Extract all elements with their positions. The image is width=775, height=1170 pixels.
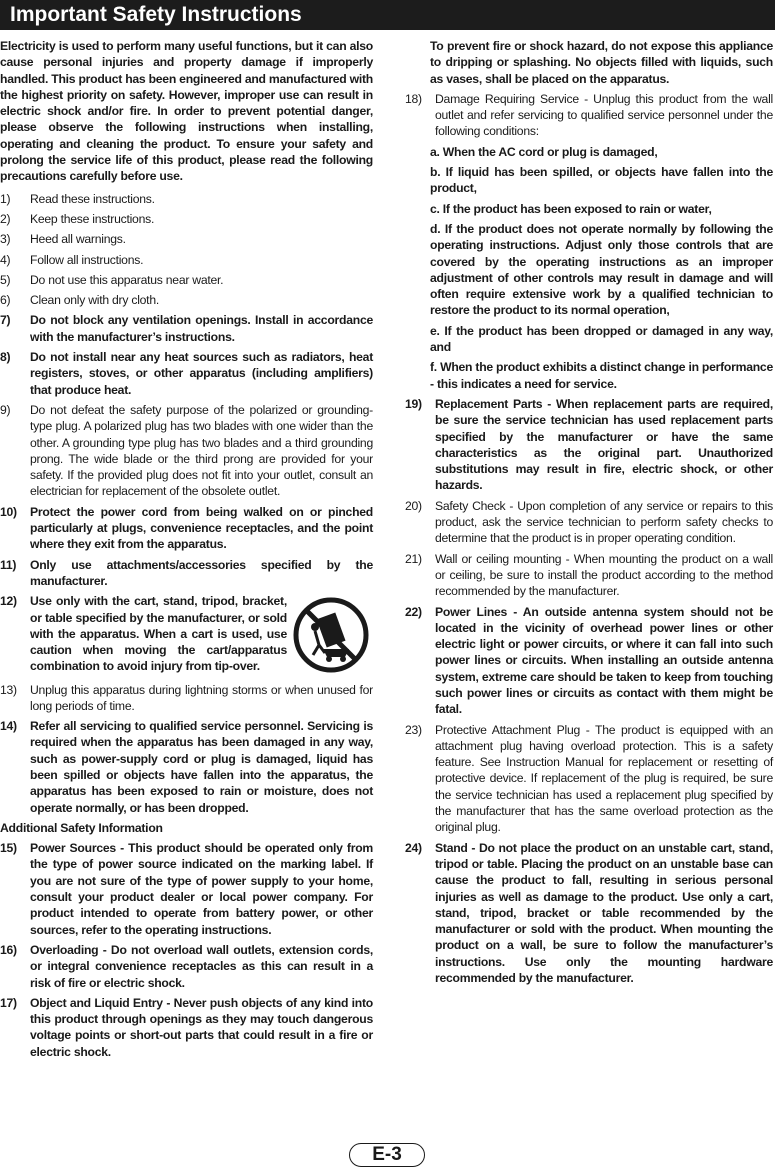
item-text: Power Lines - An outside antenna system should not be located in the vicinity of overhead power lines or other electric light or power circuits, or where it can fall into such power lines or circuits. When installing an outside antenna system, extreme care should be taken to keep from touching such power lines or circuits as contact with them might be fatal. (435, 604, 773, 717)
instruction-item (0, 557, 373, 590)
dripping-warning: To prevent fire or shock hazard, do not expose this appliance to dripping or splashing. No objects filled with liquids, such as vases, shall be placed on the apparatus. (430, 39, 773, 86)
item-text: Clean only with dry cloth. (30, 293, 159, 308)
item-number: 21) (405, 551, 422, 566)
item-number: 10) (0, 504, 17, 519)
instruction-item (0, 292, 373, 308)
item-number: 13) (0, 682, 17, 697)
item-number: 4) (0, 252, 11, 267)
page-title: Important Safety Instructions (0, 0, 775, 30)
service-condition: d. If the product does not operate normally by following the operating instructions. Adjust only those controls that are covered by the operating instructions as an improper adjustment of other controls may result in damage and will often require extensive work by a qualified technician to restore the product to its normal operation, (430, 221, 773, 318)
item-text: Safety Check - Upon completion of any service or repairs to this product, ask the service technician to perform safety checks to determine that the product is in proper operating condition. (435, 498, 773, 546)
item-number: 11) (0, 557, 17, 572)
instruction-item (0, 272, 373, 288)
intro-paragraph: Electricity is used to perform many useful functions, but it can also cause personal injuries and property damage if improperly handled. This product has been engineered and manufactured with the highest priority on safety. However, improper use can result in electric shock and/or fire. In order to prevent potential danger, please observe the following instructions when installing, operating and cleaning the product. To ensure your safety and prolong the service life of this product, please read the following precautions carefully before use. (0, 39, 373, 184)
item-text: Replacement Parts - When replacement parts are required, be sure the service technician has used replacement parts specified by the manufacturer or have the same characteristics as the original part. Unauthorized substitutions may result in fire, electric shock, or other hazards. (435, 396, 773, 493)
service-condition: c. If the product has been exposed to rain or water, (430, 201, 712, 216)
instruction-list-19-24 (405, 396, 773, 986)
instruction-item (0, 682, 373, 715)
instruction-item (405, 840, 773, 987)
item-text: Protect the power cord from being walked on or pinched particularly at plugs, convenience receptacles, and the point where they exit from the apparatus. (30, 504, 373, 552)
instruction-list-13-14 (0, 682, 373, 816)
item-text: Power Sources - This product should be operated only from the type of power source indicated on the marking label. If you are not sure of the type of power supply to your home, consult your product dealer or local power company. For product intended to operate from battery power, or other sources, refer to the operating instructions. (30, 841, 373, 937)
instruction-item (0, 349, 373, 398)
right-column (405, 38, 773, 990)
instruction-item (405, 396, 773, 494)
item-text: Do not defeat the safety purpose of the polarized or grounding-type plug. A polarized plug has two blades with one wider than the other. A grounding type plug has two blades and a third grounding prong. The wide blade or the third prong are provided for your safety. If the provided plug does not fit into your outlet, consult an electrician for replacement of the obsolete outlet. (30, 402, 373, 499)
item-text: Refer all servicing to qualified service personnel. Servicing is required when the apparatus has been damaged in any way, such as power-supply cord or plug is damaged, liquid has been spilled or objects have fallen into the apparatus, the apparatus has been exposed to rain or moisture, does not operate normally, or has been dropped. (30, 719, 373, 815)
instruction-item (405, 551, 773, 600)
item-text: Unplug this apparatus during lightning storms or when unused for long periods of time. (30, 682, 373, 713)
item-number: 7) (0, 313, 11, 328)
item-number: 5) (0, 272, 11, 287)
item-number: 22) (405, 604, 422, 619)
instruction-list-15-17 (0, 840, 373, 1060)
instruction-item (0, 995, 373, 1060)
item-number: 14) (0, 719, 17, 734)
service-conditions-list (405, 144, 773, 392)
left-column (0, 38, 373, 1064)
cart-tipover-warning-icon (293, 593, 373, 677)
instruction-item (0, 211, 373, 227)
item-text: Follow all instructions. (30, 252, 144, 267)
service-condition: e. If the product has been dropped or damaged in any way, and (430, 323, 773, 355)
instruction-item (405, 604, 773, 718)
item-number: 9) (0, 402, 11, 417)
item-number: 17) (0, 995, 17, 1010)
item-number: 15) (0, 841, 17, 856)
item-number: 23) (405, 722, 422, 737)
instruction-item (0, 191, 373, 207)
instruction-item-18 (405, 91, 773, 140)
item-number: 18) (405, 91, 422, 106)
instruction-item (0, 840, 373, 938)
instruction-item (0, 942, 373, 991)
item-text: Use only with the cart, stand, tripod, bracket, or table specified by the manufacturer, or sold with the apparatus. When a cart is used, use caution when moving the cart/apparatus combination to avoid injury from tip-over. (30, 594, 287, 674)
page-number: E-3 (349, 1143, 425, 1167)
item-number: 19) (405, 396, 422, 411)
item-text: Overloading - Do not overload wall outlets, extension cords, or integral convenience receptacles as this can result in a risk of fire or electric shock. (30, 942, 373, 990)
item-text: Wall or ceiling mounting - When mounting the product on a wall or ceiling, be sure to install the product according to the method recommended by the manufacturer. (435, 551, 773, 599)
instruction-list-1-11 (0, 191, 373, 590)
item-number: 3) (0, 232, 11, 247)
item-number: 1) (0, 191, 11, 206)
item-number: 12) (0, 594, 17, 609)
item-text: Heed all warnings. (30, 232, 126, 247)
additional-safety-heading: Additional Safety Information (0, 820, 163, 835)
item-text: Do not use this apparatus near water. (30, 272, 224, 287)
instruction-item (405, 498, 773, 547)
item-number: 20) (405, 498, 422, 513)
service-condition: b. If liquid has been spilled, or objects have fallen into the product, (430, 165, 773, 196)
item-text: Stand - Do not place the product on an unstable cart, stand, tripod or table. Placing the product on an unstable base can cause the product to fall, resulting in serious personal injuries as well as damage to the product. Use only a cart, stand, tripod, bracket or table recommended by the manufacturer or sold with the product. When mounting the product on a wall, be sure to follow the manufacturer’s instructions. Use only the mounting hardware recommended by the manufacturer. (435, 840, 773, 986)
instruction-item (0, 402, 373, 500)
item-number: 2) (0, 211, 11, 226)
instruction-item-12 (0, 593, 373, 677)
item-text: Do not install near any heat sources such as radiators, heat registers, stoves, or other apparatus (including amplifiers) that produce heat. (30, 350, 373, 397)
item-text: Only use attachments/accessories specified by the manufacturer. (30, 557, 373, 588)
instruction-item (0, 312, 373, 345)
item-text: Object and Liquid Entry - Never push objects of any kind into this product through openings as they may touch dangerous voltage points or short-out parts that could result in a fire or electric shock. (30, 995, 373, 1059)
item-number: 16) (0, 942, 17, 957)
item-text: Keep these instructions. (30, 211, 155, 226)
service-condition: a. When the AC cord or plug is damaged, (430, 144, 658, 159)
item-text: Damage Requiring Service - Unplug this product from the wall outlet and refer servicing to qualified service personnel under the following conditions: (435, 91, 773, 139)
item-number: 8) (0, 350, 11, 365)
service-condition: f. When the product exhibits a distinct change in performance - this indicates a need for service. (430, 360, 773, 391)
instruction-item (0, 252, 373, 268)
instruction-item (0, 231, 373, 247)
item-number: 6) (0, 293, 11, 308)
instruction-item (405, 722, 773, 836)
item-text: Do not block any ventilation openings. Install in accordance with the manufacturer’s instructions. (30, 313, 373, 344)
item-number: 24) (405, 840, 422, 855)
instruction-item (0, 504, 373, 553)
item-text: Protective Attachment Plug - The product is equipped with an attachment plug having overload protection. This is a safety feature. See Instruction Manual for replacement or resetting of protective device. If replacement of the plug is required, be sure the service technician has used a replacement plug specified by the manufacturer that has the same overload protection as the original plug. (435, 722, 773, 835)
instruction-item (0, 718, 373, 816)
item-text: Read these instructions. (30, 191, 155, 206)
